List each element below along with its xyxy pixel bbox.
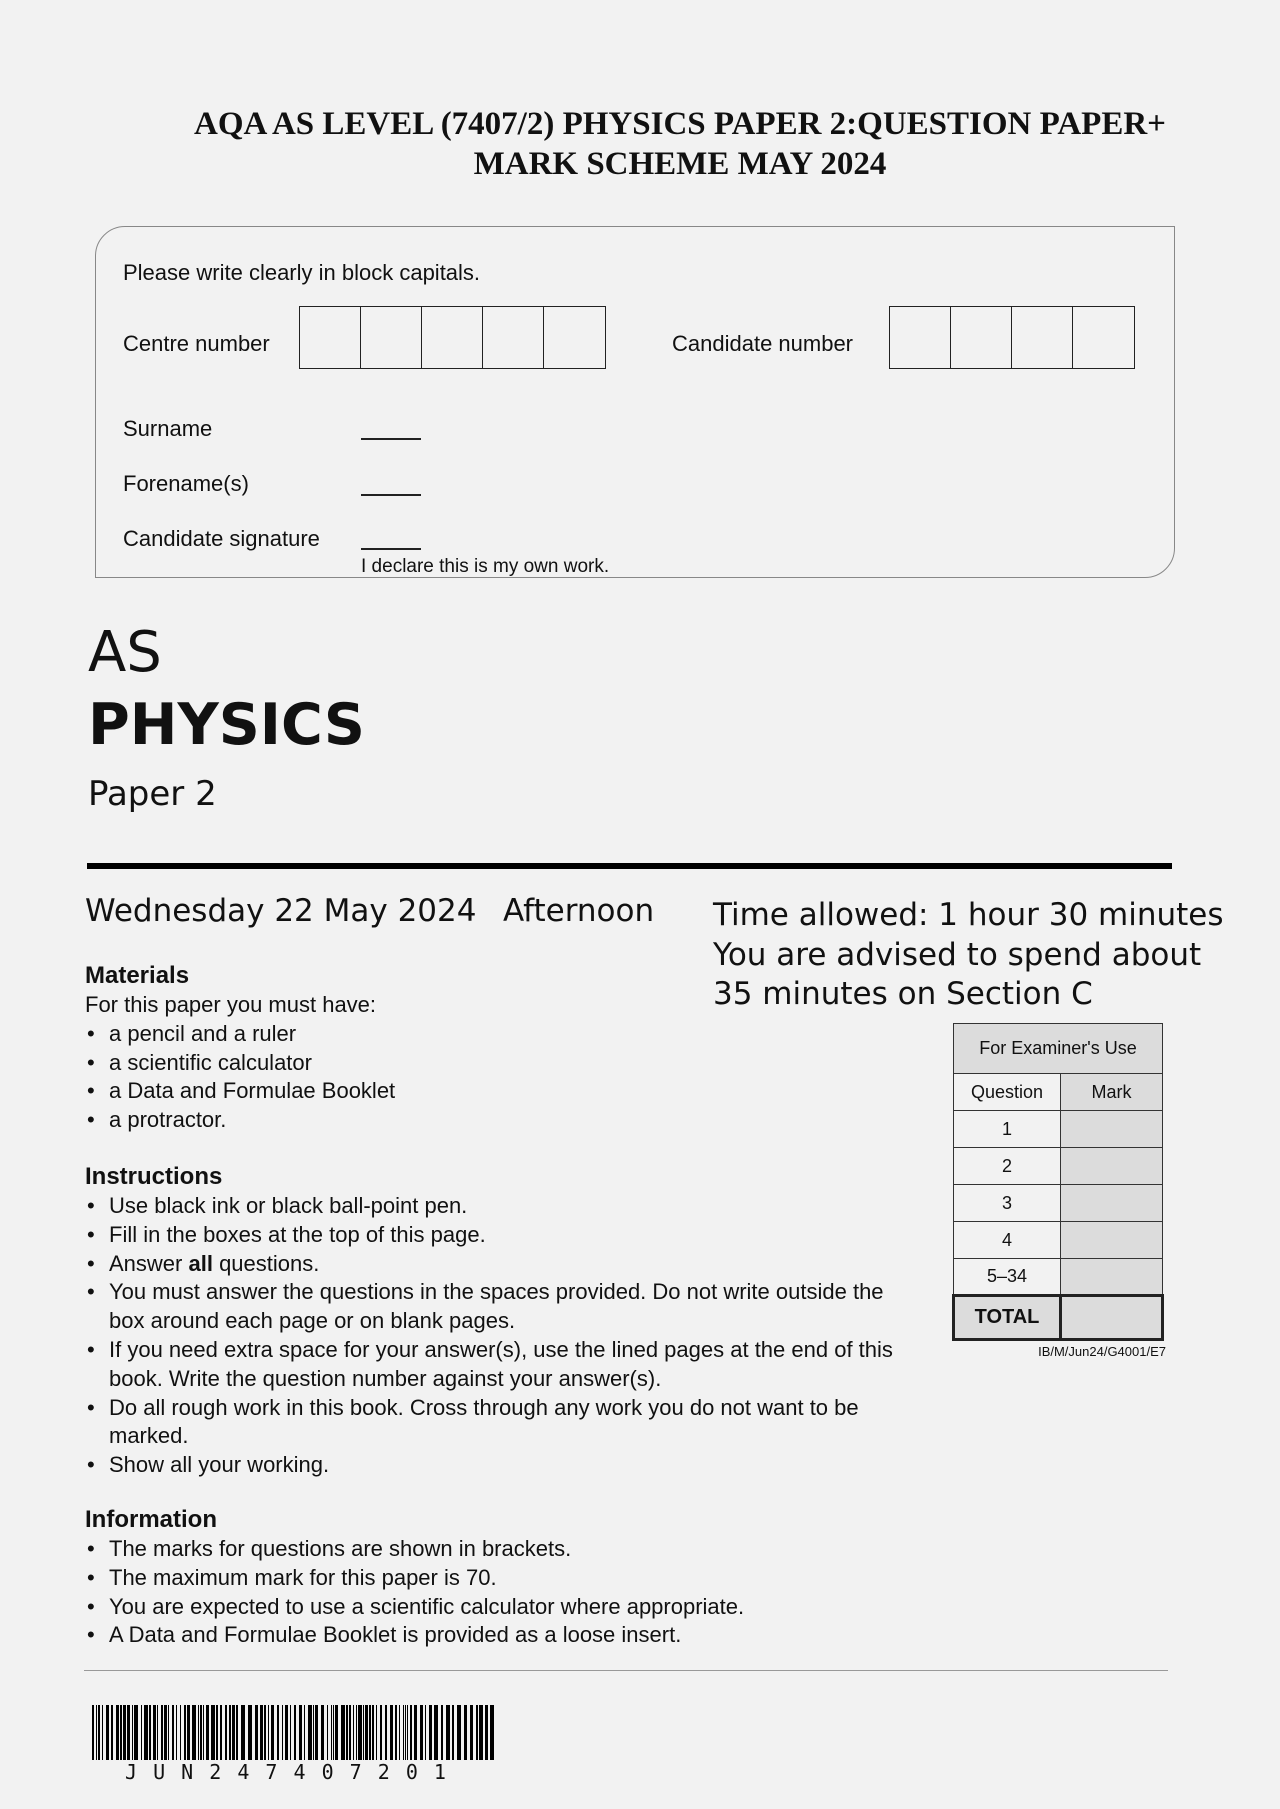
subject-title: PHYSICS — [88, 692, 365, 758]
barcode-bar — [395, 1705, 397, 1760]
barcode-bar — [420, 1705, 423, 1760]
barcode-bar — [241, 1705, 245, 1760]
barcode-bar — [313, 1705, 314, 1760]
barcode-bar — [441, 1705, 443, 1760]
materials-heading: Materials — [85, 962, 190, 989]
candidate-number-boxes[interactable] — [889, 306, 1135, 369]
barcode-bar — [452, 1705, 454, 1760]
barcode-bar — [149, 1705, 151, 1760]
paper-number: Paper 2 — [88, 774, 217, 814]
total-label: TOTAL — [954, 1296, 1061, 1340]
barcode-bar — [376, 1705, 377, 1760]
divider-rule — [87, 863, 1172, 869]
barcode-bar — [299, 1705, 302, 1760]
barcode-bar — [476, 1705, 478, 1760]
time-line: You are advised to spend about — [713, 936, 1202, 973]
materials-item: • a protractor. — [85, 1106, 925, 1135]
declaration-text: I declare this is my own work. — [361, 556, 610, 577]
question-column-header: Question — [954, 1074, 1061, 1111]
barcode-bar — [369, 1705, 371, 1760]
qualification-level: AS — [88, 620, 162, 685]
barcode-bar — [92, 1705, 94, 1760]
barcode-bar — [479, 1705, 483, 1760]
barcode-bar — [184, 1705, 186, 1760]
barcode-bar — [290, 1705, 291, 1760]
barcode-bar — [225, 1705, 227, 1760]
barcode-bar — [294, 1705, 296, 1760]
barcode-bar — [403, 1705, 404, 1760]
barcode-bar — [229, 1705, 231, 1760]
barcode-bar — [365, 1705, 368, 1760]
barcode-bar — [282, 1705, 283, 1760]
barcode-bar — [321, 1705, 324, 1760]
barcode-bar — [358, 1705, 362, 1760]
information-item: • You are expected to use a scientific calculator where appropriate. — [85, 1593, 985, 1622]
materials-item: • a scientific calculator — [85, 1049, 925, 1078]
document-title — [0, 104, 1280, 184]
exam-session: Afternoon — [503, 893, 655, 929]
barcode-bar — [346, 1705, 348, 1760]
barcode-bar — [356, 1705, 357, 1760]
mark-column-header: Mark — [1061, 1074, 1163, 1111]
barcode-bar — [268, 1705, 269, 1760]
barcode-bar — [153, 1705, 156, 1760]
barcode-bar — [144, 1705, 148, 1760]
information-item: • The maximum mark for this paper is 70. — [85, 1564, 985, 1593]
barcode-bar — [157, 1705, 158, 1760]
barcode-bar — [127, 1705, 130, 1760]
barcode-bar — [331, 1705, 332, 1760]
barcode-bar — [211, 1705, 215, 1760]
barcode-bar — [446, 1705, 450, 1760]
surname-label: Surname — [123, 416, 213, 441]
barcode-bar — [285, 1705, 288, 1760]
barcode-bar — [304, 1705, 305, 1760]
instructions-section — [85, 1162, 915, 1480]
barcode-bar — [425, 1705, 426, 1760]
barcode-bar — [168, 1705, 169, 1760]
barcode-bar — [264, 1705, 266, 1760]
barcode-bar — [353, 1705, 354, 1760]
information-heading: Information — [85, 1506, 217, 1533]
barcode-bar — [180, 1705, 181, 1760]
barcode-text: J U N 2 4 7 4 0 7 2 0 1 — [125, 1760, 448, 1784]
barcode-bar — [490, 1705, 494, 1760]
centre-number-boxes[interactable] — [299, 306, 606, 369]
examiner-use-table — [952, 1023, 1164, 1341]
barcode-bar — [333, 1705, 334, 1760]
barcode-bar — [390, 1705, 393, 1760]
barcode-bar — [464, 1705, 467, 1760]
barcode-bar — [200, 1705, 202, 1760]
exam-date: Wednesday 22 May 2024 — [85, 893, 477, 929]
barcode-bar — [470, 1705, 473, 1760]
barcode-bar — [372, 1705, 374, 1760]
barcode-bar — [414, 1705, 417, 1760]
examiner-table-heading: For Examiner's Use — [954, 1024, 1163, 1074]
materials-item: • a pencil and a ruler — [85, 1020, 925, 1049]
barcode-bar — [327, 1705, 328, 1760]
barcode-bar — [98, 1705, 100, 1760]
barcode-bar — [260, 1705, 263, 1760]
barcode-bar — [96, 1705, 97, 1760]
barcode-bar — [335, 1705, 338, 1760]
barcode-bar — [192, 1705, 196, 1760]
barcode-bar — [106, 1705, 109, 1760]
barcode — [92, 1705, 500, 1760]
barcode-bar — [385, 1705, 387, 1760]
candidate-number-label: Candidate number — [672, 331, 854, 356]
barcode-bar — [206, 1705, 209, 1760]
barcode-bar — [405, 1705, 406, 1760]
centre-number-label: Centre number — [123, 331, 270, 356]
barcode-bar — [172, 1705, 174, 1760]
barcode-bar — [116, 1705, 119, 1760]
forename-field[interactable] — [361, 494, 421, 496]
mark-cell[interactable] — [1061, 1111, 1163, 1148]
question-number: 1 — [954, 1111, 1061, 1148]
instruction-item: • You must answer the questions in the spaces provided. Do not write outside the box around each page or on blank pages. — [85, 1278, 915, 1336]
question-number: 2 — [954, 1148, 1061, 1185]
barcode-bar — [220, 1705, 222, 1760]
barcode-bar — [271, 1705, 274, 1760]
barcode-bar — [236, 1705, 238, 1760]
barcode-bar — [255, 1705, 258, 1760]
information-section — [85, 1505, 985, 1650]
barcode-bar — [485, 1705, 488, 1760]
materials-section — [85, 961, 925, 1135]
forename-label: Forename(s) — [123, 471, 249, 496]
block-capitals-instruction: Please write clearly in block capitals. — [123, 260, 481, 285]
instruction-item: • Show all your working. — [85, 1451, 915, 1480]
barcode-bar — [132, 1705, 133, 1760]
barcode-bar — [102, 1705, 103, 1760]
barcode-bar — [399, 1705, 400, 1760]
barcode-bar — [434, 1705, 438, 1760]
barcode-bar — [198, 1705, 199, 1760]
question-number: 4 — [954, 1222, 1061, 1259]
barcode-bar — [164, 1705, 167, 1760]
barcode-bar — [248, 1705, 252, 1760]
materials-item: • a Data and Formulae Booklet — [85, 1077, 925, 1106]
mark-cell[interactable] — [1061, 1222, 1163, 1259]
barcode-bar — [232, 1705, 235, 1760]
barcode-bar — [134, 1705, 138, 1760]
barcode-bar — [315, 1705, 318, 1760]
barcode-bar — [349, 1705, 351, 1760]
paper-reference-code: IB/M/Jun24/G4001/E7 — [1038, 1344, 1166, 1359]
instruction-item: • Answer all questions. — [85, 1250, 915, 1279]
barcode-bar — [161, 1705, 163, 1760]
time-line: Time allowed: 1 hour 30 minutes — [713, 897, 1224, 933]
barcode-bar — [410, 1705, 412, 1760]
barcode-bar — [363, 1705, 364, 1760]
title-line-1: AQA AS LEVEL (7407/2) PHYSICS PAPER 2:QUESTION PAPER+ — [194, 106, 1166, 142]
barcode-bar — [120, 1705, 122, 1760]
instruction-item: • If you need extra space for your answer(s), use the lined pages at the end of this book. Write the question number against your answer(s). — [85, 1336, 915, 1394]
barcode-bar — [187, 1705, 190, 1760]
instruction-item: • Fill in the boxes at the top of this page. — [85, 1221, 915, 1250]
barcode-bar — [277, 1705, 279, 1760]
signature-field[interactable] — [361, 548, 421, 550]
instruction-item: • Use black ink or black ball-point pen. — [85, 1192, 915, 1221]
barcode-bar — [111, 1705, 113, 1760]
barcode-bar — [216, 1705, 218, 1760]
signature-label: Candidate signature — [123, 526, 320, 551]
mark-cell[interactable] — [1061, 1185, 1163, 1222]
mark-cell[interactable] — [1061, 1259, 1163, 1296]
information-item: • The marks for questions are shown in brackets. — [85, 1535, 985, 1564]
barcode-bar — [176, 1705, 177, 1760]
barcode-bar — [407, 1705, 408, 1760]
question-number: 5–34 — [954, 1259, 1061, 1296]
mark-cell[interactable] — [1061, 1148, 1163, 1185]
materials-intro: For this paper you must have: — [85, 992, 377, 1017]
barcode-bar — [308, 1705, 312, 1760]
instructions-heading: Instructions — [85, 1163, 223, 1190]
total-mark-cell[interactable] — [1061, 1296, 1163, 1340]
barcode-bar — [429, 1705, 432, 1760]
barcode-bar — [123, 1705, 126, 1760]
barcode-bar — [141, 1705, 142, 1760]
barcode-bar — [380, 1705, 382, 1760]
question-number: 3 — [954, 1185, 1061, 1222]
title-line-2: MARK SCHEME MAY 2024 — [473, 146, 887, 182]
barcode-bar — [457, 1705, 461, 1760]
barcode-bar — [203, 1705, 204, 1760]
information-item: • A Data and Formulae Booklet is provided as a loose insert. — [85, 1621, 985, 1650]
surname-field[interactable] — [361, 438, 421, 440]
barcode-bar — [341, 1705, 345, 1760]
instruction-item: • Do all rough work in this book. Cross through any work you do not want to be marked. — [85, 1394, 915, 1452]
time-line: 35 minutes on Section C — [713, 976, 1093, 1012]
footer-rule — [84, 1670, 1168, 1671]
